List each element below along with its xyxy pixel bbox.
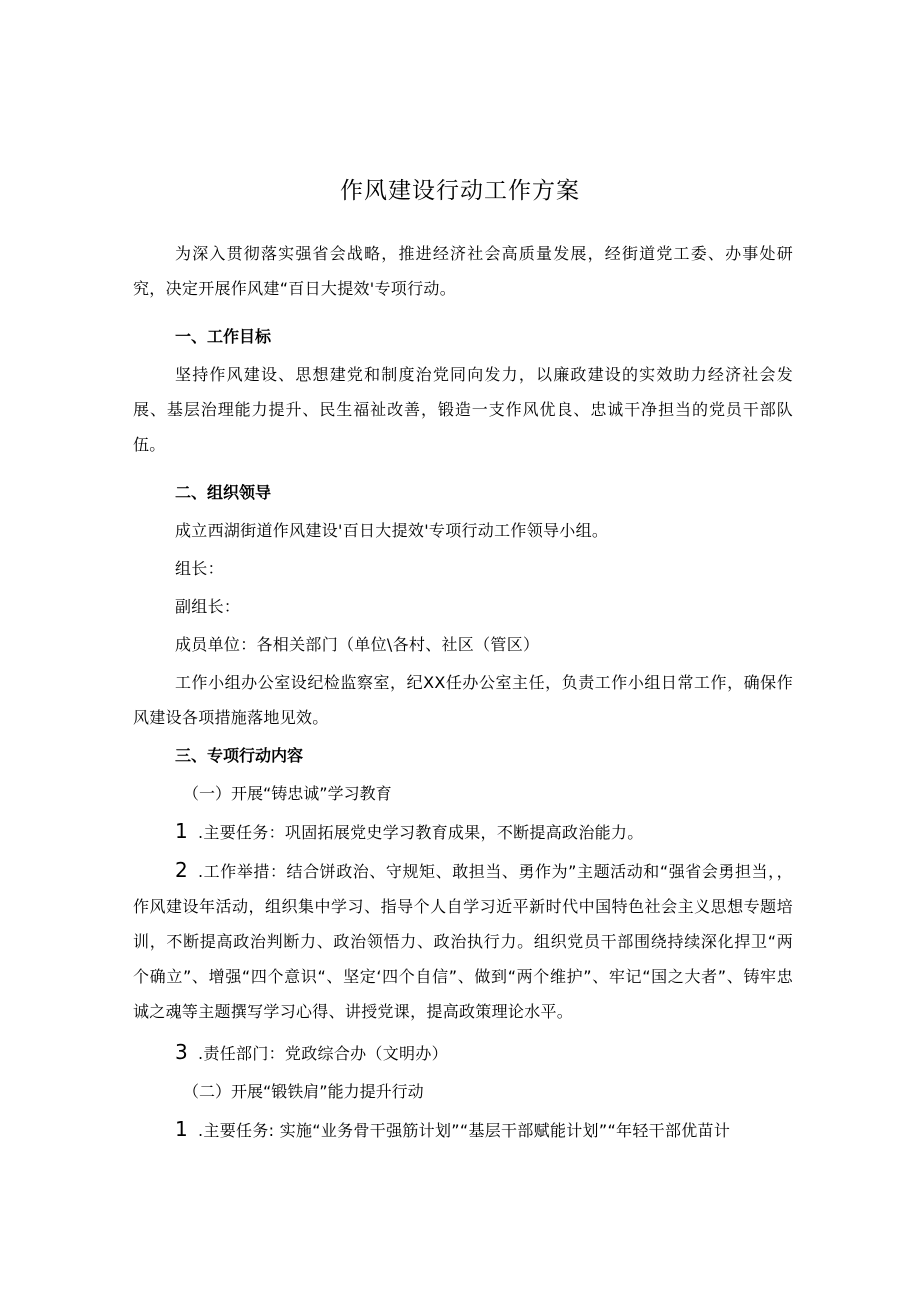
- organization-paragraph-office: 工作小组办公室设纪检监察室，纪XX任办公室主任，负责工作小组日常工作，确保作风建设各项措施落地见效。: [133, 673, 793, 727]
- list-item: [133, 814, 793, 850]
- document-title: 作风建设行动工作方案: [340, 178, 580, 204]
- list-item: [133, 1112, 793, 1148]
- list-item-text: .主要任务: 实施“业务骨干强筋计划”“基层干部赋能计划”“年轻干部优苗计: [198, 1121, 731, 1140]
- section-heading-actions: 三、专项行动内容: [175, 746, 304, 765]
- organization-paragraph-leader: 组长：: [175, 559, 224, 578]
- intro-paragraph: 为深入贯彻落实强省会战略，推进经济社会高质量发展，经街道党工委、办事处研究，决定开展作风建“百日大提效'专项行动。: [133, 244, 793, 298]
- organization-paragraph-members: 成员单位：各相关部门（单位\各村、社区（管区）: [175, 635, 540, 654]
- goals-paragraph: 坚持作风建设、思想建党和制度治党同向发力，以廉政建设的实效助力经济社会发展、基层治理能力提升、民生福祉改善，锻造一支作风优良、忠诚干净担当的党员干部队伍。: [133, 365, 793, 454]
- organization-paragraph-group: 成立西湖街道作风建设'百日大提效'专项行动工作领导小组。: [175, 521, 609, 540]
- list-item-text: .主要任务：巩固拓展党史学习教育成果，不断提高政治能力。: [198, 823, 644, 842]
- subsection-title-loyalty: （一）开展“铸忠诚”学习教育: [183, 784, 392, 803]
- list-item-text: .责任部门：党政综合办（文明办）: [198, 1044, 448, 1063]
- subsection-title-capability: （二）开展“锻铁肩”能力提升行动: [183, 1082, 424, 1101]
- list-item: [133, 853, 793, 1029]
- section-heading-goals: 一、工作目标: [175, 327, 272, 346]
- list-item-number: 2: [175, 858, 189, 882]
- document-body: [133, 236, 793, 1151]
- section-heading-organization: 二、组织领导: [175, 483, 272, 502]
- list-item-number: 1: [175, 1117, 189, 1141]
- list-item-text: .工作举措：结合饼政治、守规矩、敢担当、勇作为”主题活动和“强省会勇担当，，作风建设年活动，组织集中学习、指导个人自学习近平新时代中国特色社会主义思想专题培训，不断提高政治判断力、政治领悟力、政治执行力。组织党员干部围绕持续深化捍卫“两个确立”、增强“四个意识“、坚定‘四个自信”、做到“两个维护”、牢记“国之大者”、铸牢忠诚之魂等主题撰写学习心得、讲授党课，提高政策理论水平。: [133, 862, 793, 1021]
- list-item: [133, 1035, 793, 1071]
- list-item-number: 1: [175, 819, 189, 843]
- list-item-number: 3: [175, 1040, 189, 1064]
- organization-paragraph-deputy: 副组长：: [175, 597, 241, 616]
